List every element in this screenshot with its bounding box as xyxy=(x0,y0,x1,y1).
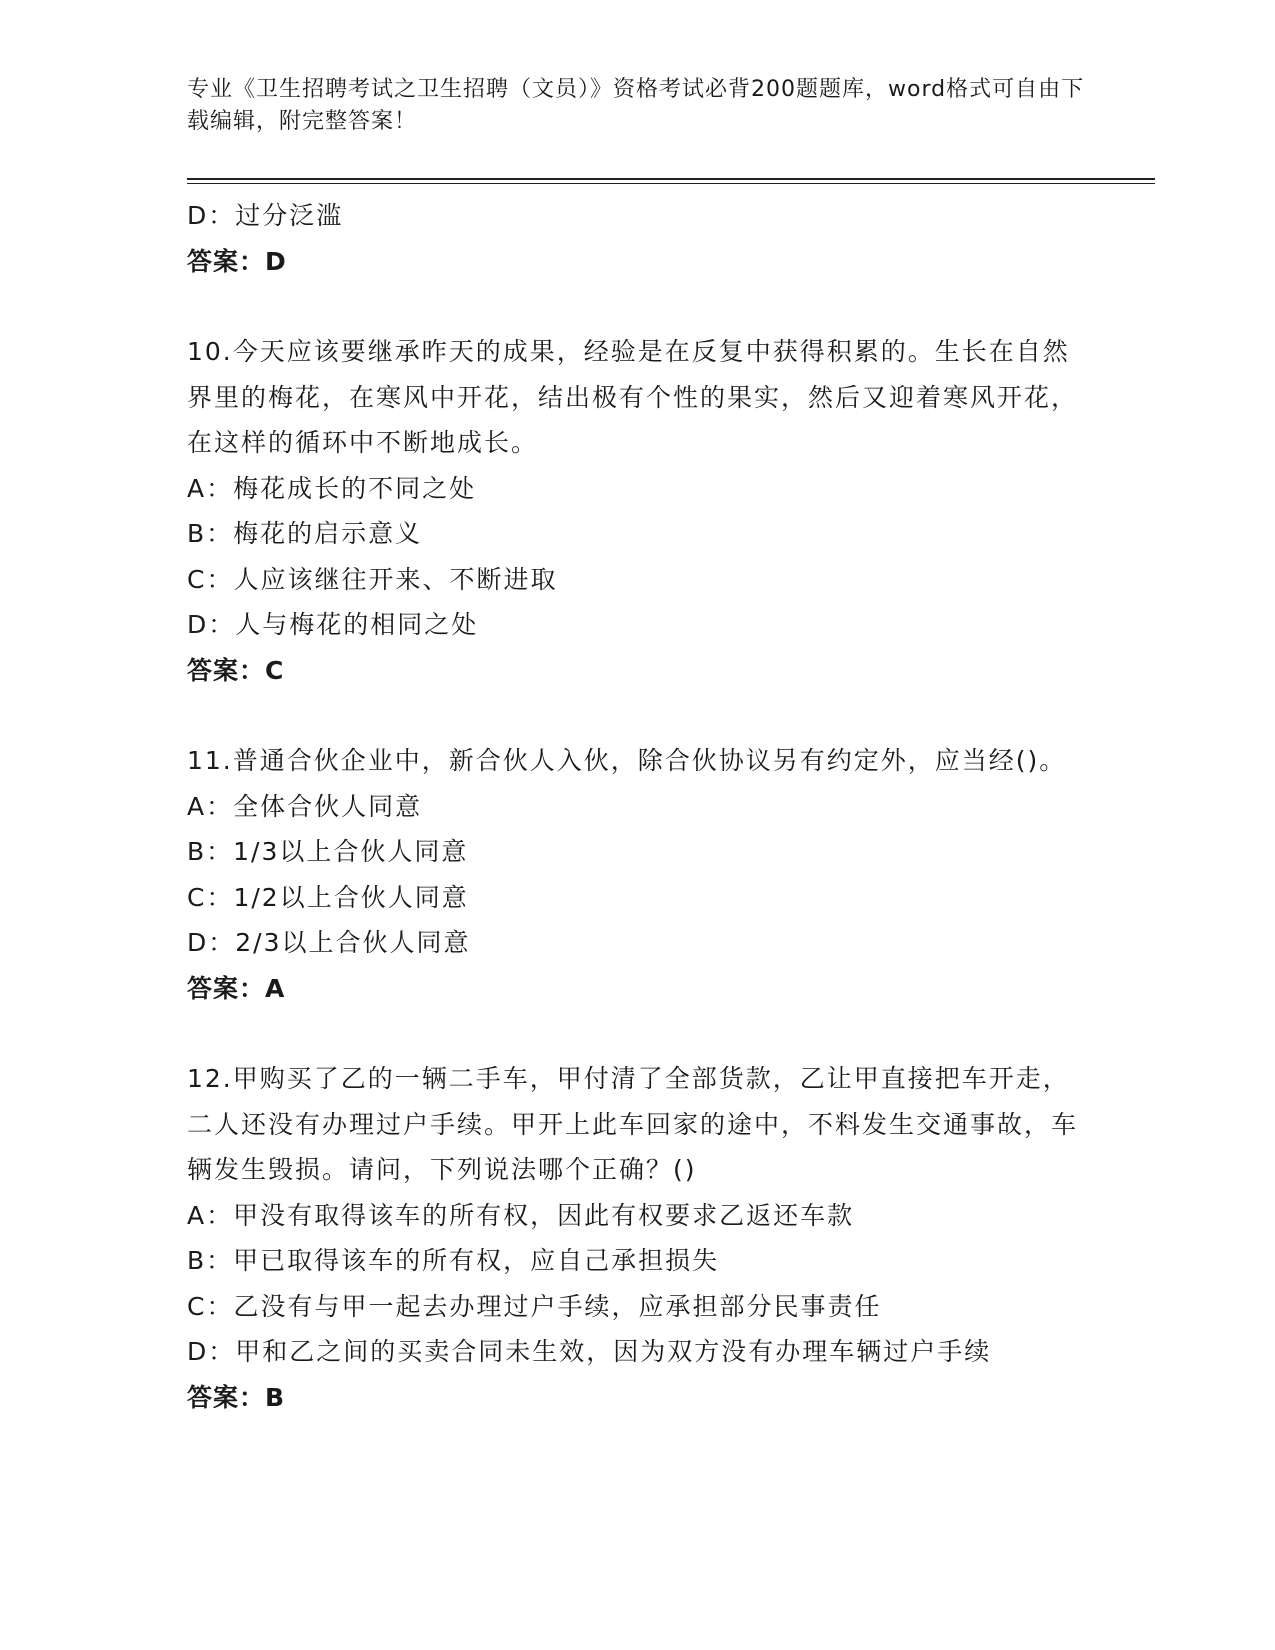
option-b: B：甲已取得该车的所有权，应自己承担损失 xyxy=(187,1246,720,1275)
question-block-9 xyxy=(187,193,1087,284)
option-c: C：1/2以上合伙人同意 xyxy=(187,882,469,912)
answer-line: 答案：A xyxy=(187,973,286,1003)
option-a: A：全体合伙人同意 xyxy=(187,791,423,821)
document-body xyxy=(187,193,1087,1420)
option-b: B：梅花的启示意义 xyxy=(187,519,423,548)
question-stem: 11.普通合伙企业中，新合伙人入伙，除合伙协议另有约定外，应当经()。 xyxy=(187,746,1067,775)
page-header: 专业《卫生招聘考试之卫生招聘（文员）》资格考试必背200题题库，word格式可自由下载编辑，附完整答案！ xyxy=(187,77,1085,134)
header-divider-thin xyxy=(187,183,1155,184)
question-block-12 xyxy=(187,1056,1087,1420)
answer-line: 答案：D xyxy=(187,246,287,276)
header-divider-thick xyxy=(187,178,1155,180)
option-d: D：人与梅花的相同之处 xyxy=(187,610,479,639)
option-a: A：梅花成长的不同之处 xyxy=(187,473,477,503)
option-c: C：乙没有与甲一起去办理过户手续，应承担部分民事责任 xyxy=(187,1291,882,1321)
option-b: B：1/3以上合伙人同意 xyxy=(187,837,469,866)
option-d: D：2/3以上合伙人同意 xyxy=(187,928,471,957)
option-c: C：人应该继往开来、不断进取 xyxy=(187,564,558,594)
option-d: D：甲和乙之间的买卖合同未生效，因为双方没有办理车辆过户手续 xyxy=(187,1337,992,1366)
question-block-11 xyxy=(187,738,1087,1011)
option-a: A：甲没有取得该车的所有权，因此有权要求乙返还车款 xyxy=(187,1200,855,1230)
question-stem: 12.甲购买了乙的一辆二手车，甲付清了全部货款，乙让甲直接把车开走，二人还没有办理过户手续。甲开上此车回家的途中，不料发生交通事故，车辆发生毁损。请问，下列说法哪个正确？() xyxy=(187,1064,1079,1184)
answer-line: 答案：B xyxy=(187,1382,286,1412)
question-stem: 10.今天应该要继承昨天的成果，经验是在反复中获得积累的。生长在自然界里的梅花，在寒风中开花，结出极有个性的果实，然后又迎着寒风开花，在这样的循环中不断地成长。 xyxy=(187,337,1079,457)
answer-line: 答案：C xyxy=(187,655,285,685)
option-d: D：过分泛滥 xyxy=(187,201,344,230)
question-block-10 xyxy=(187,329,1087,693)
